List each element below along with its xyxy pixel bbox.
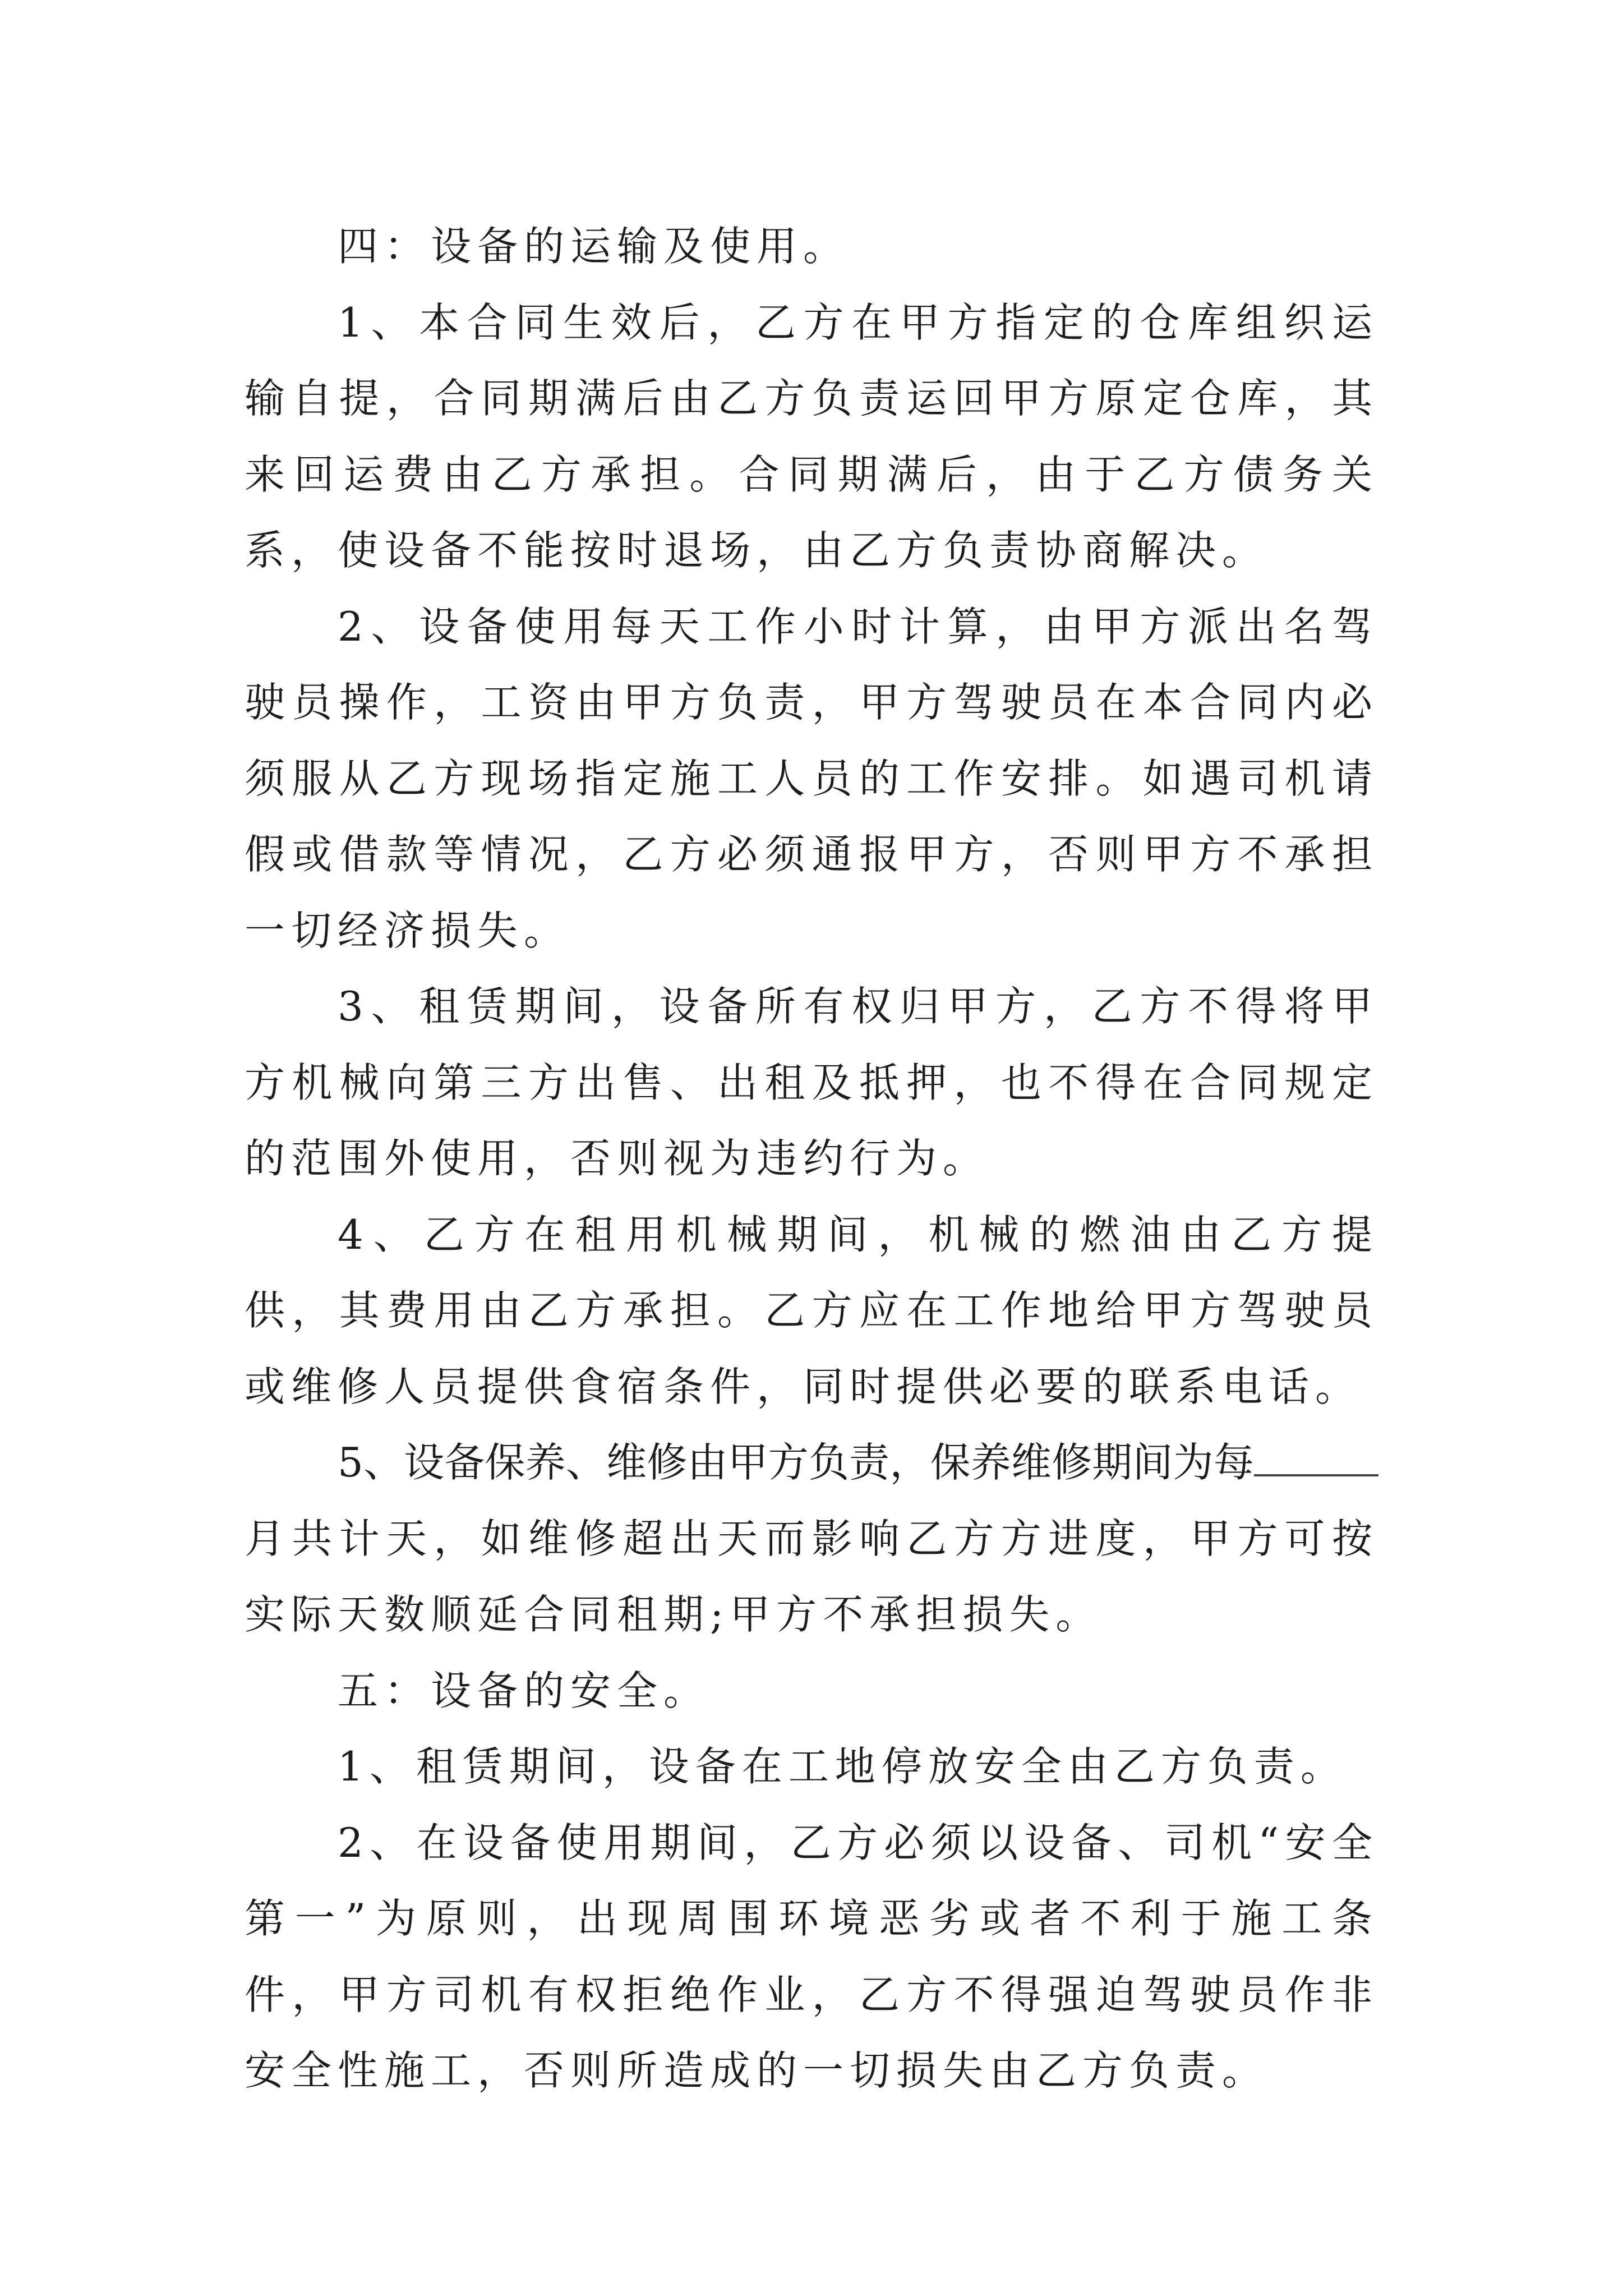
clause-5-1: 1、租赁期间，设备在工地停放安全由乙方负责。 [338,1743,1347,1790]
clause-4-5-text-after: 月共计天，如维修超出天而影响乙方方进度，甲方可按实际天数顺延合同租期;甲方不承担损失。 [245,1515,1378,1638]
clause-4-4: 4、乙方在租用机械期间，机械的燃油由乙方提供，其费用由乙方承担。乙方应在工作地给甲方驾驶员或维修人员提供食宿条件，同时提供必要的联系电话。 [245,1211,1378,1410]
fill-in-blank [1254,1439,1378,1476]
clause-4-5-text-before: 5、设备保养、维修由甲方负责，保养维修期间为每 [338,1439,1254,1486]
section-heading-4: 四：设备的运输及使用。 [338,223,850,270]
clause-4-5 [245,1425,1378,1653]
clause-4-3: 3、租赁期间，设备所有权归甲方，乙方不得将甲方机械向第三方出售、出租及抵押，也不得在合同规定的范围外使用，否则视为违约行为。 [245,983,1378,1182]
document-body [245,209,1378,2109]
clause-5-2: 2、在设备使用期间，乙方必须以设备、司机“安全第一”为原则，出现周围环境恶劣或者不利于施工条件，甲方司机有权拒绝作业，乙方不得强迫驾驶员作非安全性施工，否则所造成的一切损失由乙方负责。 [245,1819,1378,2094]
clause-4-1: 1、本合同生效后，乙方在甲方指定的仓库组织运输自提，合同期满后由乙方负责运回甲方原定仓库，其来回运费由乙方承担。合同期满后，由于乙方债务关系，使设备不能按时退场，由乙方负责协商解决。 [245,298,1378,574]
clause-4-2: 2、设备使用每天工作小时计算，由甲方派出名驾驶员操作，工资由甲方负责，甲方驾驶员在本合同内必须服从乙方现场指定施工人员的工作安排。如遇司机请假或借款等情况，乙方必须通报甲方，否则甲方不承担一切经济损失。 [245,602,1378,954]
section-heading-5: 五：设备的安全。 [338,1667,711,1714]
